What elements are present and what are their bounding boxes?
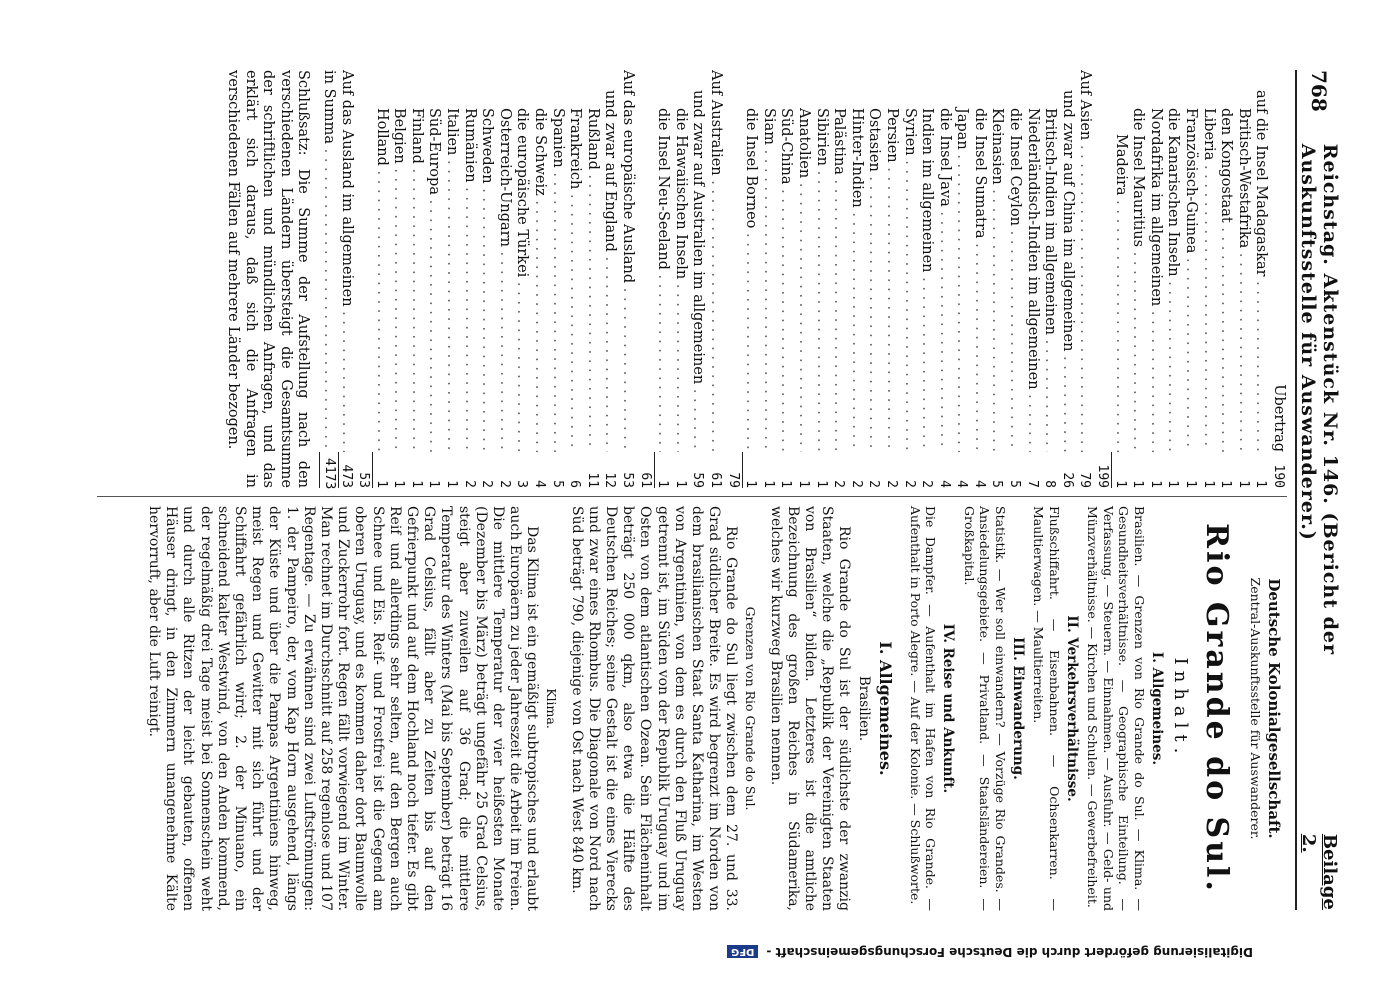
row-label-text: Holland xyxy=(373,108,390,166)
row-value: 1 xyxy=(1218,480,1234,488)
row-label-text: Palästina xyxy=(831,108,848,175)
row-label xyxy=(1181,70,1199,452)
row-label xyxy=(566,70,584,452)
row-label-text: und zwar auf Australien im allgemeinen xyxy=(690,90,707,385)
table-row xyxy=(1111,70,1129,488)
table-row xyxy=(953,70,971,488)
row-label-text: Anatolien xyxy=(795,108,812,179)
table-row xyxy=(337,70,355,488)
row-label-text: Britisch-Indien im allgemeinen xyxy=(1042,108,1059,336)
row-label xyxy=(513,70,531,452)
table-row xyxy=(1217,70,1235,488)
row-value: 3 xyxy=(514,480,530,488)
row-label-text: die Insel Neu-Seeland xyxy=(655,108,672,270)
row-value: 5 xyxy=(989,480,1005,488)
row-value: 79 xyxy=(724,452,743,488)
table-row xyxy=(1058,70,1076,488)
row-label xyxy=(1006,70,1024,452)
row-label xyxy=(618,70,636,452)
table-row xyxy=(706,70,724,488)
row-label xyxy=(970,70,988,452)
organization-subtitle: Zentral-Auskunftsstelle für Auswanderer. xyxy=(1248,577,1263,840)
row-label xyxy=(742,70,760,452)
toc-section xyxy=(962,506,1027,911)
toc-section xyxy=(1031,506,1080,911)
row-value: 61 xyxy=(636,452,655,488)
row-label xyxy=(1217,70,1235,452)
table-row xyxy=(601,70,619,488)
row-label xyxy=(425,70,443,452)
row-value: 4173 xyxy=(319,452,339,488)
row-label xyxy=(689,70,707,452)
row-value: 1 xyxy=(813,480,829,488)
table-row xyxy=(689,70,707,488)
row-value: 1 xyxy=(795,480,811,488)
row-label xyxy=(1129,70,1147,452)
row-label xyxy=(830,70,848,452)
row-label-text: Syrien xyxy=(901,108,918,156)
row-label-text: Nordafrika im allgemeinen xyxy=(1147,108,1164,307)
annex-label: Beilage 2. xyxy=(1298,833,1340,910)
row-label xyxy=(1076,70,1094,452)
table-row xyxy=(900,70,918,488)
table-row xyxy=(1093,70,1111,488)
row-label-text: und zwar auf China im allgemeinen xyxy=(1059,90,1076,352)
subheading-grenzen: Grenzen von Rio Grande do Sul. xyxy=(743,606,759,811)
table-row xyxy=(390,70,408,488)
row-label xyxy=(1111,70,1129,452)
row-value: 473 xyxy=(338,464,354,488)
table-row xyxy=(355,70,373,488)
row-value: 12 xyxy=(602,472,618,488)
row-label-text: die Hawaiischen Inseln xyxy=(672,108,689,280)
row-value: 1 xyxy=(1200,480,1216,488)
row-value: 53 xyxy=(355,452,374,488)
row-label-text: Kleinasien xyxy=(989,108,1006,185)
row-label xyxy=(530,70,548,452)
section-heading: I. Allgemeines. xyxy=(876,641,896,776)
row-label-text: die Insel Borneo xyxy=(743,108,760,229)
row-value: 26 xyxy=(1059,472,1075,488)
paragraph-klima: Das Klima ist ein gemäßigt subtropisches und erlaubt auch Europäern zu jeder Jahreszeit die Arbeit im Freien. Die mittlere Temperatur der vier heißesten Monate (Dezember bis März) beträgt ungefähr 25 Grad Celsius, steigt aber zuweilen auf 36 Grad; die mittlere Temperatur des Winters (Mai bis September) beträgt 16 Grad Celsius, fällt aber zu Zeiten bis auf den Gefrierpunkt und auf dem Hochland noch tiefer. Es gibt Reif und allerdings sehr selten, auf den Bergen auch Schnee und Eis. Reif- und Frostfrei ist die Gegend am oberen Uruguay, und es kommen daher dort Baumwolle und Zuckerrohr fort. Regen fällt vorwiegend im Winter. Man rechnet im Durchschnitt auf 258 regenlose und 107 Regentage. — Zu erwähnen sind zwei Luftströmungen: 1. der Pampeiro, der, vom Kap Horn ausgehend, längs der Küste und über die Pampas Argentiniens hinweg, meist Regen und Gewitter mit sich führt und der Schiffahrt gefährlich wird; 2. der Minuano, ein schneidend kalter Westwind, von den Anden kommend, der regelmäßig drei Tage meist bei Sonnenschein weht und durch alle Ritzen der leicht gebauten, offenen Häuser dringt, in den Zimmern unangenehme Kälte hervorruft, aber die Luft reinigt. xyxy=(145,506,541,911)
row-value: 1 xyxy=(444,480,460,488)
row-label xyxy=(794,70,812,452)
row-label xyxy=(390,70,408,452)
closing-label: Schlußsatz: xyxy=(295,70,312,156)
row-value: 61 xyxy=(708,472,723,488)
row-label xyxy=(953,70,971,452)
row-label xyxy=(847,70,865,452)
paragraph-brasilien: Rio Grande do Sul ist der südlichste der zwanzig Staaten, welche die „Republik der Vereinigten Staaten von Brasilien“ bilden. Letzteres ist die amtliche Bezeichnung des großen Reiches in Südamerika, welches wir kurzweg Brasilien nennen. xyxy=(767,506,853,911)
row-label-text: in Summa xyxy=(320,70,337,145)
column-divider xyxy=(97,496,1287,497)
row-label-text: Japan xyxy=(954,108,971,150)
row-label-text: die Insel Mauritius xyxy=(1130,108,1147,248)
row-value: 1 xyxy=(743,480,759,488)
table-row xyxy=(460,70,478,488)
row-label-text: Indien im allgemeinen xyxy=(919,108,936,273)
toc-heading: II. Verkehrsverhältnisse. xyxy=(1064,615,1080,802)
table-row xyxy=(443,70,461,488)
table-row xyxy=(1023,70,1041,488)
row-label xyxy=(865,70,883,452)
row-label-text: Niederländisch-Indien im allgemeinen xyxy=(1024,108,1041,390)
row-value: 1 xyxy=(1165,480,1181,488)
row-label xyxy=(918,70,936,452)
row-value: 2 xyxy=(901,480,917,488)
table-row xyxy=(548,70,566,488)
row-value: 2 xyxy=(831,480,847,488)
toc-heading: I. Allgemeines. xyxy=(1149,651,1165,766)
row-label-text: Liberia xyxy=(1200,108,1217,161)
toc-text: Brasilien. — Grenzen von Rio Grande do Sul. — Klima. — Gesundheitsverhältnisse. — Geographische Einteilung. — Verfassung. — Steuern. — Einnahmen. — Ausfuhr. — Geld- und Münzverhältnisse. — Kirchen und Schulen. — Gewerbefreiheit. xyxy=(1085,506,1147,911)
row-label-text: Sibirien xyxy=(813,108,830,166)
row-label-text: Auf das Ausland im allgemeinen xyxy=(338,70,355,307)
row-label-text: die Schweiz xyxy=(532,108,549,196)
row-label xyxy=(478,70,496,452)
row-label-text: Frankreich xyxy=(567,108,584,190)
row-label xyxy=(372,70,390,452)
row-value: 5 xyxy=(549,480,565,488)
row-label xyxy=(1199,70,1217,452)
row-value: 2 xyxy=(883,480,899,488)
toc-heading: III. Einwanderung. xyxy=(1010,637,1026,780)
row-label-text: Finland xyxy=(408,108,425,164)
row-label-text: Persien xyxy=(883,108,900,163)
row-label xyxy=(759,70,777,452)
row-label xyxy=(812,70,830,452)
row-value: 199 xyxy=(1093,452,1112,488)
table-row xyxy=(812,70,830,488)
row-label xyxy=(1252,70,1270,452)
row-value: 8 xyxy=(1042,480,1058,488)
row-value: 7 xyxy=(1024,480,1040,488)
credit-text: Digitalisierung gefördert durch die Deutsche Forschungsgemeinschaft - xyxy=(766,945,1253,959)
table-row xyxy=(724,70,742,488)
table-row xyxy=(1269,70,1287,488)
table-row xyxy=(636,70,654,488)
table-row xyxy=(1199,70,1217,488)
row-value: 1 xyxy=(426,480,442,488)
row-value: 53 xyxy=(620,472,636,488)
row-label-text: die Insel Sumatra xyxy=(971,108,988,239)
table-row xyxy=(654,70,672,488)
table-row xyxy=(478,70,496,488)
row-value: 4 xyxy=(936,480,952,488)
row-label xyxy=(583,70,601,452)
row-value: 1 xyxy=(655,480,671,488)
row-label-text: die Kanarischen Inseln xyxy=(1165,108,1182,277)
section-subheading: Brasilien. xyxy=(856,675,873,742)
digitization-credit xyxy=(23,940,1253,964)
row-label-text: Auf das europäische Ausland xyxy=(620,70,637,284)
row-label xyxy=(1269,70,1287,452)
row-label xyxy=(882,70,900,452)
row-label-text: Hinter-Indien xyxy=(848,108,865,208)
row-label-text: Spanien xyxy=(549,108,566,168)
row-label xyxy=(935,70,953,452)
table-row xyxy=(566,70,584,488)
row-label xyxy=(1234,70,1252,452)
row-value: 2 xyxy=(496,480,512,488)
row-label-text: Rumänien xyxy=(461,108,478,183)
table-row xyxy=(1006,70,1024,488)
row-label xyxy=(495,70,513,452)
row-label-text: Österreich-Ungarn xyxy=(496,108,513,247)
row-label xyxy=(601,70,619,452)
row-value: 1 xyxy=(760,480,776,488)
table-row xyxy=(988,70,1006,488)
row-label-text: Auf Asien xyxy=(1077,70,1094,141)
table-row xyxy=(407,70,425,488)
row-value: 1 xyxy=(408,480,424,488)
row-value: 1 xyxy=(391,480,407,488)
row-label xyxy=(1058,70,1076,452)
row-value: 5 xyxy=(1007,480,1023,488)
row-value: 4 xyxy=(971,480,987,488)
row-value: 190 xyxy=(1271,464,1286,488)
statistics-table xyxy=(319,70,1287,488)
table-row xyxy=(794,70,812,488)
row-value: 1 xyxy=(1253,480,1269,488)
table-row xyxy=(583,70,601,488)
toc-text: Die Dampfer. — Aufenthalt im Hafen von Rio Grande. — Aufenthalt in Porto Alegre. — Auf der Kolonie. — Schlußworte. xyxy=(908,506,939,911)
row-value: 1 xyxy=(672,480,688,488)
row-value: 1 xyxy=(1130,480,1146,488)
table-row xyxy=(1076,70,1094,488)
row-value: 4 xyxy=(532,480,548,488)
closing-text: Die Summe der Aufstellung nach den verschiedenen Ländern übersteigt die Gesamtsumme der schriftlichen und mündlichen Anfragen, und das erklärt sich daraus, daß sich die Anfragen in verschiedenen Fällen auf mehrere Länder bezogen. xyxy=(224,70,312,488)
row-value: 1 xyxy=(373,480,389,488)
toc-text: Flußschiffahrt. — Eisenbahnen. — Ochsenkarren. — Maultierwagen. — Maultierreiten. xyxy=(1031,506,1062,911)
row-label-text: Ostasien xyxy=(866,108,883,172)
row-label-text: den Kongostaat xyxy=(1218,108,1235,223)
closing-paragraph xyxy=(223,70,311,488)
row-label-text: Siam xyxy=(760,108,777,145)
row-value: 1 xyxy=(1147,480,1163,488)
toc-text: Statistik. — Wer soll einwandern? — Vorzüge Rio Grandes. — Ansiedelungsgebiete. — Privatland. — Staatsländereien. — Großkapital. xyxy=(962,506,1008,911)
table-row xyxy=(1181,70,1199,488)
toc-heading: IV. Reise und Ankunft. xyxy=(940,623,957,794)
statistics-column xyxy=(223,70,1287,488)
row-value: 1 xyxy=(1112,480,1128,488)
row-prefix: auf xyxy=(1253,90,1270,114)
paragraph-grenzen: Rio Grande do Sul liegt zwischen dem 27. und 33. Grad südlicher Breite. Es wird begrenzt im Norden von dem brasilianischen Staat Santa Katharina, im Westen von Argentinien, von dem es durch den Fluß Uruguay getrennt ist, im Süden von der Republik Uruguay und im Osten von dem atlantischen Ozean. Sein Flächeninhalt beträgt 250 000 qkm, also etwa die Hälfte des Deutschen Reiches; seine Gestalt ist die eines Vierecks und zwar eines Rhombus. Die Diagonale von Nord nach Süd beträgt 790, diejenige von Ost nach West 840 km. xyxy=(568,506,740,911)
organization-name: Deutsche Kolonialgesellschaft. xyxy=(1265,578,1283,839)
row-value: 1 xyxy=(1183,480,1199,488)
row-value: 11 xyxy=(584,472,600,488)
row-value: 2 xyxy=(919,480,935,488)
table-row xyxy=(742,70,760,488)
row-label xyxy=(460,70,478,452)
row-value: 2 xyxy=(461,480,477,488)
row-label-text: Schweden xyxy=(479,108,496,184)
row-label-text: Madeira xyxy=(1112,134,1129,196)
table-row xyxy=(935,70,953,488)
table-row xyxy=(1146,70,1164,488)
row-value: 2 xyxy=(479,480,495,488)
subheading-klima: Klima. xyxy=(544,688,560,729)
table-row xyxy=(882,70,900,488)
table-row xyxy=(1129,70,1147,488)
row-label xyxy=(900,70,918,452)
row-label-text: und zwar auf England xyxy=(602,90,619,252)
table-row xyxy=(918,70,936,488)
table-row xyxy=(759,70,777,488)
row-label xyxy=(777,70,795,452)
running-title: Reichstag. Aktenstück Nr. 146. (Bericht der Auskunftsstelle für Auswanderer.) xyxy=(1297,143,1341,656)
table-row xyxy=(830,70,848,488)
table-row xyxy=(847,70,865,488)
article-column xyxy=(145,506,1287,911)
row-label xyxy=(988,70,1006,452)
table-row xyxy=(970,70,988,488)
row-label-text: Britisch-Westafrika xyxy=(1235,108,1252,249)
table-row xyxy=(618,70,636,488)
row-label xyxy=(1023,70,1041,452)
row-value: 6 xyxy=(567,480,583,488)
row-label-text: Belgien xyxy=(391,108,408,164)
table-row xyxy=(671,70,689,488)
table-row xyxy=(777,70,795,488)
row-value: 1 xyxy=(1235,480,1251,488)
row-label-text: Französisch-Guinea xyxy=(1183,108,1200,254)
row-label-text: Italien xyxy=(444,108,461,156)
row-label-text: Übertrag xyxy=(1271,384,1287,452)
row-label-text: die europäische Türkei xyxy=(514,108,531,278)
table-row xyxy=(1234,70,1252,488)
row-label-text: Süd-China xyxy=(778,108,795,185)
table-row xyxy=(1041,70,1059,488)
table-row xyxy=(530,70,548,488)
toc-section xyxy=(908,506,957,911)
row-value: 79 xyxy=(1077,472,1093,488)
row-label xyxy=(1164,70,1182,452)
toc-title: Inhalt. xyxy=(1170,657,1191,760)
header-rule xyxy=(1295,70,1297,910)
table-row xyxy=(495,70,513,488)
row-label xyxy=(319,70,337,452)
row-value: 1 xyxy=(778,480,794,488)
row-label-text: Rußland xyxy=(584,108,601,170)
row-label xyxy=(1146,70,1164,452)
row-label xyxy=(1041,70,1059,452)
row-label xyxy=(548,70,566,452)
table-row xyxy=(1164,70,1182,488)
row-value: 2 xyxy=(866,480,882,488)
toc-section xyxy=(1085,506,1165,911)
article-title: Rio Grande do Sul. xyxy=(1199,523,1234,894)
dfg-logo: DFG xyxy=(727,946,758,959)
row-value: 59 xyxy=(690,472,706,488)
row-label xyxy=(407,70,425,452)
row-label-text: die Insel Madagaskar xyxy=(1253,117,1270,277)
row-label xyxy=(671,70,689,452)
table-row xyxy=(425,70,443,488)
row-value: 4 xyxy=(954,480,970,488)
row-label xyxy=(654,70,672,452)
row-label-text: Süd-Europa xyxy=(426,108,443,195)
running-head xyxy=(1299,70,1339,910)
row-label-text: die Insel Ceylon xyxy=(1007,108,1024,227)
row-label-text: die Insel Java xyxy=(936,108,953,207)
page-number: 768 xyxy=(1307,70,1331,112)
table-row xyxy=(1252,70,1270,488)
row-label xyxy=(337,70,355,452)
row-label xyxy=(443,70,461,452)
table-row xyxy=(513,70,531,488)
row-value: 2 xyxy=(848,480,864,488)
table-row xyxy=(865,70,883,488)
row-label xyxy=(706,70,724,452)
table-row xyxy=(319,70,337,488)
row-label-text: Auf Australien xyxy=(708,70,724,176)
table-row xyxy=(372,70,390,488)
